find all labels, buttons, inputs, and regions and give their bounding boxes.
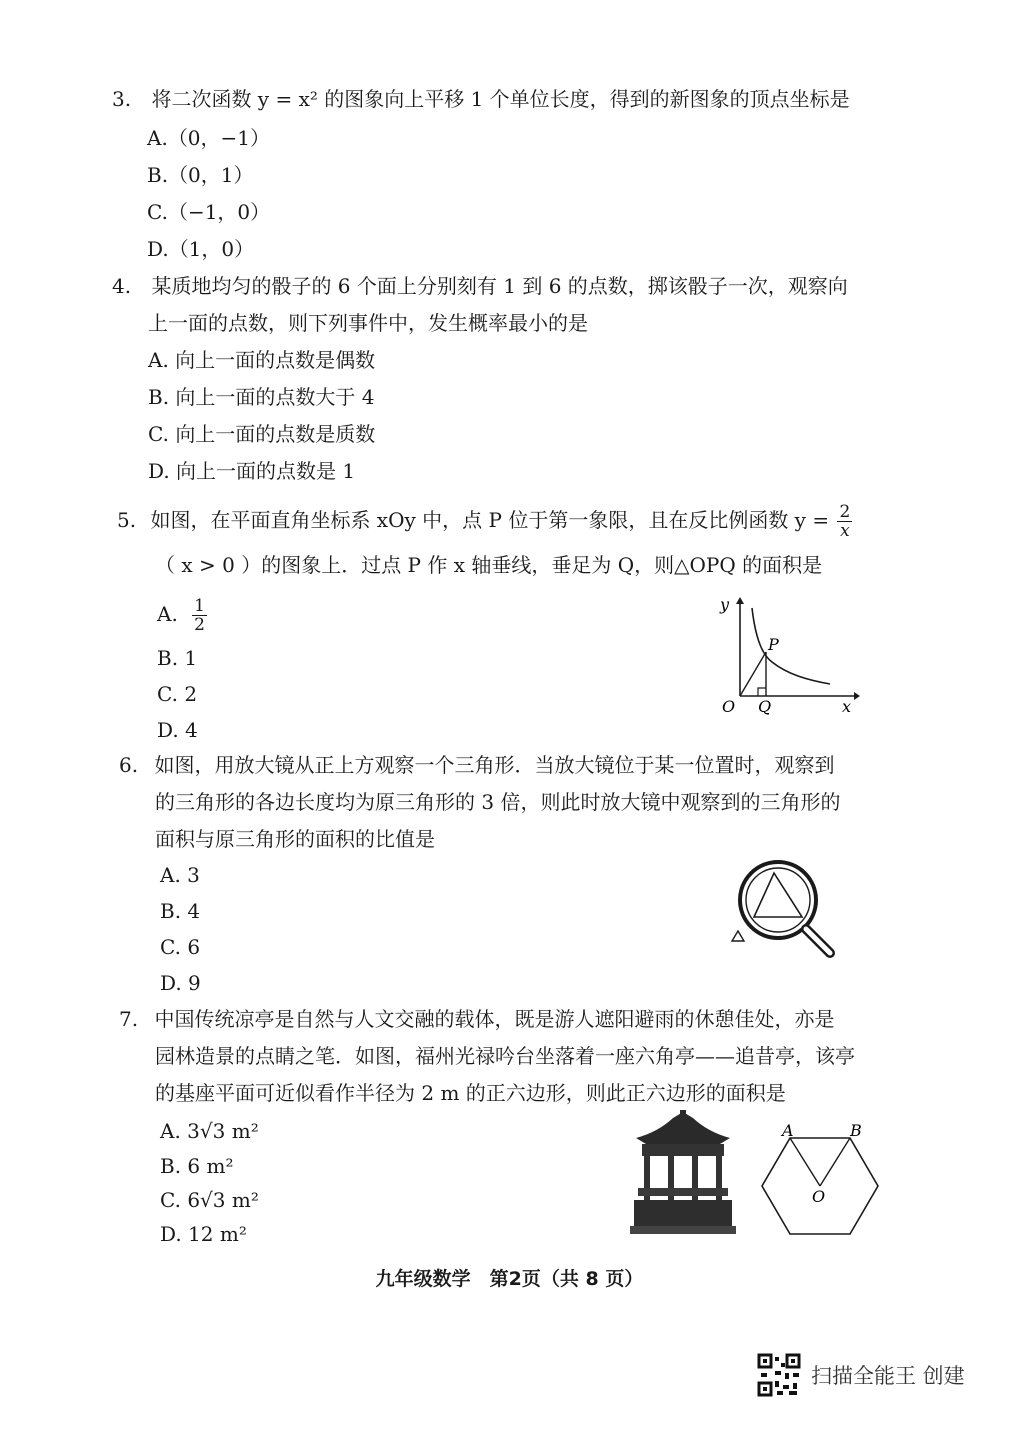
question-text-cont: 的三角形的各边长度均为原三角形的 3 倍，则此时放大镜中观察到的三角形的	[155, 790, 841, 814]
question-5	[117, 503, 854, 540]
fraction-2-over-x: $\frac{2}{x}$	[839, 502, 851, 541]
label-y: y	[720, 595, 730, 614]
question-text: 如图，用放大镜从正上方观察一个三角形．当放大镜位于某一位置时，观察到	[154, 753, 835, 777]
page-footer: 九年级数学 第2页（共 8 页）	[375, 1268, 644, 1290]
pavilion-base	[634, 1200, 732, 1226]
option-c: C.（−1，0）	[147, 200, 271, 224]
question-text: 将二次函数 y = x² 的图象向上平移 1 个单位长度，得到的新图象的顶点坐标是	[151, 87, 850, 111]
option-b: B. 1	[157, 646, 198, 670]
question-text-cont: 园林造景的点睛之笔．如图，福州光禄吟台坐落着一座六角亭——追昔亭，该亭	[155, 1044, 855, 1068]
segment-oa	[790, 1138, 820, 1186]
option-b: B. 4	[160, 899, 201, 923]
question-number: 7.	[119, 1007, 139, 1031]
option-d: D. 向上一面的点数是 1	[148, 459, 356, 483]
pavilion-railing	[638, 1188, 728, 1196]
hyperbola-figure	[712, 588, 862, 718]
option-a: A. 3	[160, 863, 200, 887]
label-o: O	[812, 1187, 826, 1206]
magnifier-inner-ring	[746, 868, 810, 932]
option-c: C. 6	[160, 935, 201, 959]
option-d: D. 4	[157, 718, 198, 742]
option-c: C. 向上一面的点数是质数	[148, 422, 376, 446]
option-c: C. 6√3 m²	[160, 1188, 259, 1212]
segment-ob	[820, 1138, 850, 1186]
y-arrow-icon	[736, 597, 744, 604]
question-text-cont: （ x > 0 ）的图象上．过点 P 作 x 轴垂线，垂足为 Q，则△OPQ 的面积是	[155, 553, 823, 577]
question-text: 如图，在平面直角坐标系 xOy 中，点 P 位于第一象限，且在反比例函数 y =	[150, 508, 830, 532]
hyperbola-curve	[752, 608, 830, 684]
question-number: 4.	[112, 274, 132, 298]
option-a: A.（0，−1）	[147, 126, 271, 150]
option-a: A. 向上一面的点数是偶数	[148, 348, 376, 372]
hexagon-figure	[758, 1120, 884, 1240]
watermark-text: 扫描全能王 创建	[811, 1364, 965, 1388]
question-number: 6.	[119, 753, 139, 777]
pavilion-image	[628, 1110, 738, 1240]
option-c: C. 2	[157, 682, 198, 706]
question-text-cont: 的基座平面可近似看作半径为 2 m 的正六边形，则此正六边形的面积是	[155, 1081, 786, 1105]
question-text-cont: 上一面的点数，则下列事件中，发生概率最小的是	[148, 311, 588, 335]
pavilion-eave	[642, 1144, 724, 1156]
option-b: B.（0，1）	[147, 163, 254, 187]
segment-op	[740, 652, 766, 696]
option-d: D.（1，0）	[147, 237, 255, 261]
question-6	[119, 752, 834, 778]
label-a: A	[782, 1121, 794, 1140]
label-x: x	[842, 697, 852, 716]
question-number: 3.	[112, 87, 132, 111]
label-p: P	[768, 635, 779, 654]
pavilion-roof	[636, 1112, 730, 1144]
option-d: D. 9	[160, 971, 201, 995]
question-3	[112, 86, 850, 112]
x-arrow-icon	[854, 692, 860, 700]
scanner-watermark	[757, 1353, 965, 1397]
question-7	[119, 1006, 834, 1032]
option-b: B. 向上一面的点数大于 4	[148, 385, 375, 409]
label-b: B	[850, 1121, 862, 1140]
fraction-1-over-2: $\frac{1}{2}$	[194, 596, 205, 635]
qr-code-icon	[757, 1353, 801, 1397]
label-o: O	[722, 697, 736, 716]
small-triangle-icon	[732, 931, 744, 941]
pavilion-step	[630, 1226, 736, 1234]
question-4	[112, 273, 848, 299]
magnifier-figure	[728, 855, 843, 965]
option-d: D. 12 m²	[160, 1222, 247, 1246]
question-text: 某质地均匀的骰子的 6 个面上分别刻有 1 到 6 的点数，掷该骰子一次，观察向	[151, 274, 848, 298]
question-text-cont: 面积与原三角形的面积的比值是	[155, 827, 435, 851]
question-number: 5.	[117, 508, 137, 532]
question-text: 中国传统凉亭是自然与人文交融的载体，既是游人遮阳避雨的休憩佳处，亦是	[154, 1007, 835, 1031]
right-angle-mark	[758, 688, 766, 696]
option-a: A. $\frac{1}{2}$	[157, 596, 205, 635]
label-q: Q	[758, 697, 772, 716]
magnifier-handle-inner	[806, 929, 830, 953]
option-a: A. 3√3 m²	[160, 1119, 259, 1143]
option-b: B. 6 m²	[160, 1154, 234, 1178]
magnified-triangle	[754, 873, 802, 917]
pavilion-finial	[680, 1110, 686, 1116]
